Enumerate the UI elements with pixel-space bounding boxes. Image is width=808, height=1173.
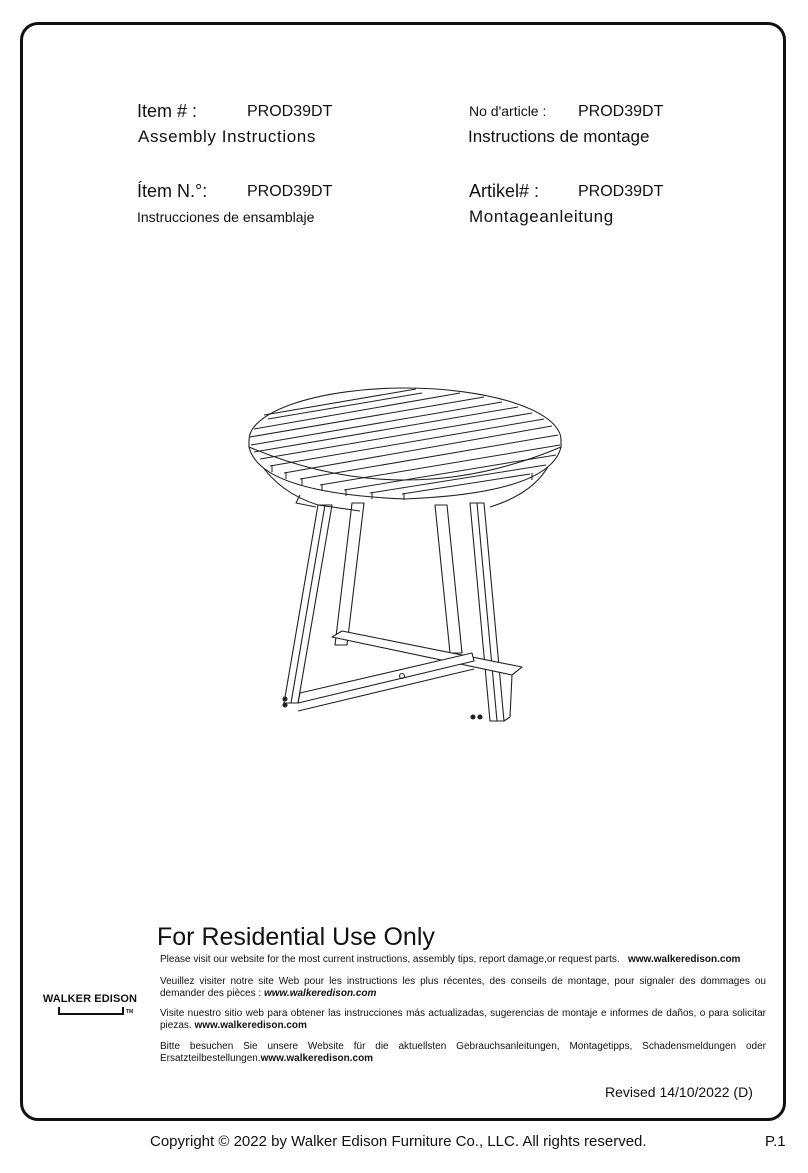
- website-link-es[interactable]: www.walkeredison.com: [194, 1020, 307, 1031]
- title-fr: Instructions de montage: [468, 127, 650, 146]
- item-label-fr: No d'article :: [469, 103, 547, 119]
- copyright-notice: Copyright © 2022 by Walker Edison Furniture Co., LLC. All rights reserved.: [150, 1133, 647, 1150]
- website-link-en[interactable]: www.walkeredison.com: [628, 954, 741, 965]
- item-label-en: Item # :: [137, 101, 198, 121]
- notice-fr: [160, 976, 766, 1000]
- item-value-fr: PROD39DT: [578, 103, 664, 120]
- website-link-fr[interactable]: www.walkeredison.com: [263, 988, 377, 999]
- table-illustration: [240, 385, 570, 740]
- title-en: Assembly Instructions: [138, 127, 316, 146]
- page-number: P.1: [765, 1133, 786, 1150]
- item-value-es: PROD39DT: [247, 183, 333, 200]
- item-label-es: Ítem N.°:: [137, 181, 208, 201]
- logo-text: WALKER EDISON: [42, 993, 138, 1005]
- residential-heading: For Residential Use Only: [157, 923, 435, 951]
- item-label-de: Artikel# :: [469, 181, 540, 201]
- logo-trademark: TM: [126, 1009, 134, 1015]
- logo-bracket-right: [122, 1007, 124, 1015]
- notice-de-text: Bitte besuchen Sie unsere Website für die aktuellsten Gebrauchsanleitungen, Montagetipps, Schadensmeldungen oder Ersatzteilbestellungen.: [160, 1041, 766, 1064]
- item-value-en: PROD39DT: [247, 103, 333, 120]
- notice-de: [160, 1041, 766, 1065]
- title-de: Montageanleitung: [469, 207, 614, 226]
- item-value-de: PROD39DT: [578, 183, 664, 200]
- walker-edison-logo: [40, 993, 140, 1019]
- website-link-de[interactable]: www.walkeredison.com: [260, 1053, 374, 1064]
- notice-es: [160, 1008, 766, 1032]
- revision-date: Revised 14/10/2022 (D): [605, 1084, 753, 1100]
- notice-en-text: Please visit our website for the most current instructions, assembly tips, report damage,or request parts.: [160, 954, 620, 965]
- notice-fr-text: Veuillez visiter notre site Web pour les instructions les plus récentes, des conseils de montage, pour signaler des dommages ou demander des pièces :: [160, 976, 766, 999]
- notice-en: [160, 954, 766, 966]
- title-es: Instrucciones de ensamblaje: [137, 209, 315, 225]
- logo-bracket-bottom: [58, 1013, 124, 1015]
- notice-es-text: Visite nuestro sitio web para obtener las instrucciones más actualizadas, sugerencias de montaje e informes de daños, o para solicitar piezas.: [160, 1008, 766, 1031]
